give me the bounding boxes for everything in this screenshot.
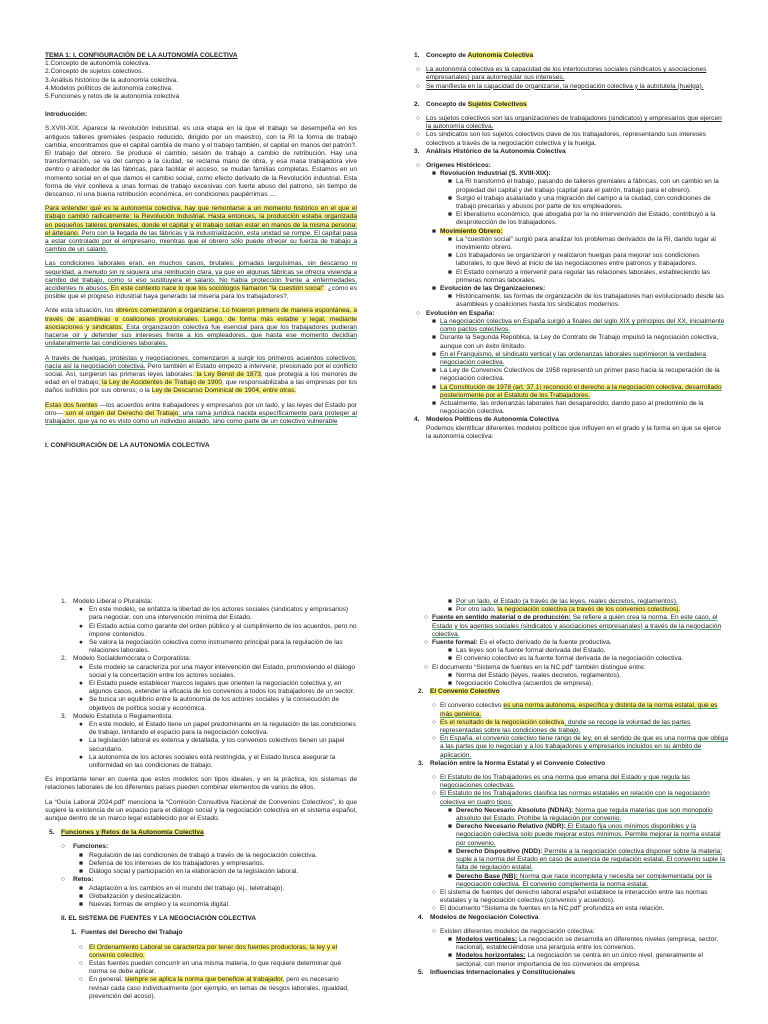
bottom-right-column bbox=[410, 598, 728, 977]
list-item: ○ Retos: bbox=[61, 876, 94, 884]
list bbox=[410, 115, 728, 148]
list-item: ■ La “cuestión social” surgió para analizar los problemas derivados de la RI, dando lugar al movimiento obrero. bbox=[448, 235, 716, 252]
paragraph: Las condiciones laborales eran, en muchos casos, brutales: jornadas larguísimas, sin descanso ni seguridad, a menudo sin ni siquiera una retribución clara, ya que en algunas fábricas se ofrecía vivienda a cambio del trabajo, como si eso sustituyera el salario. No había protección frente a enfermedades, accidentes ni abusos. En este contexto nace lo que los sociólogos llamaron “la cuestión social”: ¿cómo es posible que el progreso industrial haya generado tal miseria para los trabajadores?. bbox=[45, 260, 357, 301]
list-item: ○ Fuente formal: Es el efecto derivado de la fuente productiva. bbox=[424, 639, 612, 647]
list-item: ● Se busca un equilibrio entre la autonomía de los actores sociales y la consecución de objetivos de política social y económica. bbox=[79, 696, 339, 712]
list-item: ■ Derecho Dispositivo (NDD): Permite a la negociación colectiva disponer sobre la materia; suple a la norma del Estado en caso de ausencia de regulación estatal. El convenio suple la falta de regulación estatal. bbox=[448, 847, 726, 872]
list bbox=[410, 66, 728, 91]
heading-history: 3. Análisis Histórico de la Autonomía Colectiva bbox=[414, 147, 566, 155]
heading-influences: 5. Influencias Internacionales y Constitucionales bbox=[418, 968, 576, 976]
list-item: ■ La Ley de Convenios Colectivos de 1958 representó un primer paso hacia la recuperación de la negociación colectiva. bbox=[432, 367, 720, 383]
list-item: ○ En general, siempre se aplica la norma que beneficie al trabajador, pero es necesario revisar cada caso individualmente (por ejemplo, en temas de riesgos laborales, igualdad, prevención del acoso). bbox=[79, 976, 349, 1000]
list-item: ■ El liberalismo económico, que abogaba por la no intervención del Estado, contribuyó a la desprotección de los trabajadores. bbox=[448, 211, 716, 227]
paragraph: Podemos identificar diferentes modelos políticos que influyen en el grado y la forma en que se ejerce la autonomía colectiva: bbox=[426, 424, 722, 440]
list-item: ■ El Estado comenzó a intervenir para regular las relaciones laborales, estableciendo las primeras normas laborales. bbox=[448, 268, 711, 284]
paragraph: Para entender qué es la autonomía colectiva, hay que remontarse a un momento histórico en el que el trabajo cambió radicalmente: la Revolución Industrial. Hasta entonces, la producción estaba organizada en pequeños talleres gremiales, donde el capital y el trabajo solían estar en manos de la misma persona: el artesano. Pero con la llegada de las fábricas y la industrialización, esta unidad se rompe. El capital pasa a estar controlado por el empresario, mientras que el obrero sólo puede ofrecer su fuerza de trabajo a cambio de un salario. bbox=[45, 205, 357, 254]
list-item: ■ Los trabajadores se organizaron y realizaron huelgas para mejorar sus condiciones laborales, lo que llevó al inicio de las negociaciones entre patronos y trabajadores. bbox=[448, 252, 700, 268]
paragraph: S.XVIII-XIX. Aparece la revolución industrial, es una etapa en la que el trabajo se desempeña en los antiguos talleres gremiales (espacio reducido, dirigido por un maestro), con la RI la forma de trabajo cambia, encontramos que el capital cambia de mano y el trabajo también, el capital en manos del patrón?. El trabajo del obrero. Se produce el cambio, sesión de trabajo a cambio de retribución. Hay una transformación, se va del campo a la ciudad, se reclama mano de obra, y esa masa trabajadora vive dentro o alrededor de las fábricas, para facilitar el acceso, se mudan familias completas. Estamos en un momento social en el que damos el cambio social, como efecto derivado de la Revolución industrial. Esta forma de vivir conlleva a unas formas de trabajo excesivas con fuerte abuso del patrono, sin tiempo de descanso, ni una buena retribución económica, en condiciones paupérrimas .... bbox=[45, 125, 357, 199]
list bbox=[45, 598, 357, 770]
list-item: ○ El Estatuto de los Trabajadores es una norma que emana del Estado y que regula las negociaciones colectivas. bbox=[432, 774, 690, 790]
list-item: ■ Modelos horizontales: La negociación se centra en un único nivel, generalmente el sectorial, con menor importancia de los convenios de empresa. bbox=[448, 952, 704, 968]
list-item: ● En este modelo, el Estado tiene un papel predominante en la regulación de las condiciones de trabajo, limitando el espacio para la negociación colectiva. bbox=[79, 721, 356, 737]
list-item: ■ El convenio colectivo es la fuente formal derivada de la negociación colectiva. bbox=[448, 655, 684, 663]
top-left-column bbox=[45, 52, 357, 450]
list-item: ○ Se manifiesta en la capacidad de organizarse, la negociación colectiva y la autotutela (huelga). bbox=[416, 82, 704, 90]
list-item: ○ El documento “Sistema de fuentes en la NC.pdf” profundiza en esta relación. bbox=[432, 905, 665, 913]
list-item: ■ Actualmente, las ordenanzas laborales han desaparecido, dando paso al predominio de la negociación colectiva. bbox=[432, 399, 704, 416]
list bbox=[410, 598, 728, 688]
heading-concept: 1. Concepto de Autonomía Colectiva bbox=[414, 52, 534, 59]
list-item: ○ Estas fuentes pueden concurrir en una misma materia, lo que requiere determinar qué norma se debe aplicar. bbox=[79, 959, 342, 976]
list-item: ● En este modelo, se enfatiza la libertad de los actores sociales (sindicatos y empresarios) para negociar, con una intervención mínima del Estado. bbox=[79, 606, 349, 622]
list-item: ■ Derecho Necesario Relativo (NDR): El Estado fija unos mínimos disponibles y la negociación colectiva solo puede mejorar estos mínimos. Permite mejorar la norma estatal por convenio. bbox=[448, 823, 721, 847]
top-right-column bbox=[410, 52, 728, 441]
toc-item: 4.Modelos políticos de autonomía colectiva. bbox=[45, 84, 173, 92]
list-item: ● La legislación laboral es extensa y detallada, y los convenios colectivos tienen un papel secundario. bbox=[79, 737, 345, 753]
list-item: ○ Orígenes Históricos: bbox=[416, 162, 491, 170]
paragraph: A través de huelgas, protestas y negociaciones, comenzaron a surgir los primeros acuerdos colectivos: nacía así la negociación colectiva. Pero también el Estado empezó a intervenir, presionado por el conflicto social. Así, surgieron las primeras leyes laborales: la Ley Benot de 1873, que protegía a los menores de edad en el trabajo; la Ley de Accidentes de Trabajo de 1900, que responsabilizaba a las empresas por los daños sufridos por sus obreros; o la Ley de Descanso Dominical de 1904, entre otras. bbox=[45, 354, 357, 395]
list-item: ■ Las leyes son la fuente formal derivada del Estado. bbox=[448, 647, 606, 655]
list-item: ● El Estado actúa como garante del orden público y el cumplimiento de los acuerdos, pero no impone contenidos. bbox=[79, 622, 357, 638]
list-item: ■ Regulación de las condiciones de trabajo a través de la negociación colectiva. bbox=[79, 851, 317, 859]
list-item: ■ Nuevas formas de empleo y la economía digital. bbox=[79, 900, 230, 908]
heading-models: 4. Modelos Políticos de Autonomía Colectiva bbox=[414, 416, 559, 424]
list-item: ■ Por un lado, el Estado (a través de las leyes, reales decretos, reglamentos). bbox=[448, 598, 678, 605]
paragraph: La “Guía Laboral 2024.pdf” menciona la “Comisión Consultiva Nacional de Convenios Colectivos”, lo que sugiere la existencia de un espacio para el diálogo social y la negociación colectiva en el sistema español, aunque dentro de un marco legal establecido por el Estado. bbox=[45, 798, 357, 823]
list-item: ○ Existen diferentes modelos de negociación colectiva: bbox=[432, 927, 595, 935]
list-item: ○ Es el resultado de la negociación colectiva, donde se recoge la voluntad de las partes representadas sobre las condiciones de trabajo. bbox=[432, 718, 691, 735]
heading-relation: 3. Relación entre la Norma Estatal y el Convenio Colectivo bbox=[418, 759, 606, 767]
list-item: ■ En el Franquismo, el sindicato vertical y las ordenanzas laborales suprimieron la verdadera negociación colectiva. bbox=[432, 350, 707, 366]
list-item: ■ Por otro lado, la negociación colectiva (a través de los convenios colectivos). bbox=[448, 606, 681, 614]
list-item: ○ Los sindicatos son los sujetos colectivos clave de los trabajadores, representando sus intereses colectivos a través de la negociación colectiva y la huelga. bbox=[416, 131, 707, 147]
list-item: ● El Estado puede establecer marcos legales que orienten la negociación colectiva y, en algunos casos, extender la eficacia de los convenios a todos los trabajadores de un sector. bbox=[79, 680, 355, 696]
list bbox=[45, 944, 357, 1001]
list-item: 1. Modelo Liberal o Pluralista: bbox=[61, 598, 153, 605]
list-item: ● Este modelo se caracteriza por una mayor intervención del Estado, promoviendo el diálogo social y la concertación entre los actores sociales. bbox=[79, 663, 356, 679]
list bbox=[410, 162, 728, 416]
list-item: ○ Fuente en sentido material o de producción: Se refiere a quién crea la norma. En este caso, el Estado y los agentes sociales (sindicatos y asociaciones empresariales) a través de la negociación colectiva. bbox=[424, 614, 722, 638]
list-item: ■ Norma del Estado (leyes, reales decretos, reglamentos). bbox=[448, 671, 621, 679]
list-item: ○ El sistema de fuentes del derecho laboral español establece la interacción entre las normas estatales y la negociación colectiva (convenios y acuerdos). bbox=[432, 888, 708, 905]
list-item: ■ La Constitución de 1978 (art. 37.1) reconoció el derecho a la negociación colectiva, desarrollado posteriormente por el Estatuto de los Trabajadores. bbox=[432, 383, 722, 399]
list-item: ■ Diálogo social y participación en la elaboración de la legislación laboral. bbox=[79, 868, 299, 876]
list bbox=[410, 928, 728, 969]
bottom-left-column bbox=[45, 598, 357, 1001]
list-item: ■ La negociación colectiva en España surgió a finales del siglo XIX y principios del XX, inicialmente como pactos colectivos. bbox=[432, 317, 725, 334]
list-item: ○ La autonomía colectiva es la capacidad de los interlocutores sociales (sindicatos y asociaciones empresariales) para autorregular sus intereses. bbox=[416, 66, 707, 82]
list-item: ○ El documento “Sistema de fuentes en la NC.pdf” también distingue entre: bbox=[424, 663, 646, 671]
section-heading: II. EL SISTEMA DE FUENTES Y LA NEGOCIACIÓN COLECTIVA bbox=[61, 915, 257, 923]
doc-title: TEMA 1: I. CONFIGURACIÓN DE LA AUTONOMÍA COLECTIVA bbox=[45, 52, 238, 59]
paragraph: Es importante tener en cuenta que estos modelos son tipos ideales, y en la práctica, los sistemas de relaciones laborales de los diferentes países pueden combinar elementos de varios de ellos. bbox=[45, 776, 357, 792]
toc-item: 2.Concepto de sujetos colectivos. bbox=[45, 68, 144, 76]
toc-item: 1.Concepto de autonomía colectiva. bbox=[45, 60, 151, 68]
heading-functions: 5. Funciones y Retos de la Autonomía Colectiva bbox=[49, 829, 204, 837]
list bbox=[410, 774, 728, 913]
list-item: ■ Movimiento Obrero: bbox=[432, 227, 503, 235]
list-item: 3. Modelo Estatista o Reglamentista: bbox=[61, 712, 174, 720]
toc bbox=[45, 60, 357, 101]
list-item: ■ Históricamente, las formas de organización de los trabajadores han evolucionado desde las asambleas y coaliciones hasta los sindicatos modernos. bbox=[448, 293, 724, 309]
list-item: ○ Los sujetos colectivos son las organizaciones de trabajadores (sindicatos) y empresarios que ejercen la autonomía colectiva. bbox=[416, 115, 722, 131]
toc-item: 3.Análisis histórico de la autonomía colectiva. bbox=[45, 76, 179, 84]
list-item: ■ La RI transformó el trabajo, pasando de talleres gremiales a fábricas, con un cambio en la propiedad del capital y del trabajo (capital para el patrón, trabajo para el obrero). bbox=[448, 178, 719, 194]
heading-agreement: 2. El Convenio Colectivo bbox=[418, 688, 500, 696]
list-item: ■ Surgió el trabajo asalariado y una migración del campo a la ciudad, con condiciones de trabajo precarias y abusos por parte de los empleadores. bbox=[448, 194, 711, 211]
list-item: ○ En España, el convenio colectivo tiene rango de ley, en el sentido de que es una norma que obliga a las partes que lo negocian y a los trabajadores y empresarios incluidos en su ámbito de aplicación. bbox=[432, 735, 729, 759]
intro-heading: Introducción: bbox=[45, 111, 88, 119]
list bbox=[410, 702, 728, 759]
heading-negotiation-models: 4. Modelos de Negociación Colectiva bbox=[418, 913, 539, 921]
list-item: ■ Negociación Colectiva (acuerdos de empresa). bbox=[448, 680, 594, 688]
list-item: ■ Globalización y deslocalización. bbox=[79, 892, 183, 900]
list-item: ○ Funciones: bbox=[61, 843, 109, 851]
section-heading: I. CONFIGURACIÓN DE LA AUTONOMÍA COLECTIVA bbox=[45, 442, 210, 450]
list-item: ■ Modelos verticales: La negociación se desarrolla en diferentes niveles (empresa, sector, nacional), estableciéndose una jerarquía entre los convenios. bbox=[448, 935, 719, 952]
list-item: ■ Defensa de los intereses de los trabajadores y empresarios. bbox=[79, 859, 265, 867]
list-item: ■ Derecho Base (NB): Norma que nace incompleta y necesita ser complementada por la negociación colectiva. El convenio complementa la norma estatal. bbox=[448, 872, 712, 888]
toc-item: 5.Funciones y retos de la autonomía colectiva bbox=[45, 93, 180, 101]
list-item: ■ Evolución de las Organizaciones: bbox=[432, 285, 546, 293]
heading-subjects: 2. Concepto de Sujetos Colectivos bbox=[414, 100, 527, 108]
paragraph: Ante esta situación, los obreros comenzaron a organizarse. Lo hicieron primero de manera espontánea, a través de asambleas o coaliciones provisionales. Luego, de forma más estable y legal, mediante asociaciones y sindicatos. Esta organización colectiva fue esencial para que los trabajadores pudieran hacerse oír y defender sus intereses frente a los empleadores, que hasta ese momento decidían unilateralmente las condiciones laborales. bbox=[45, 307, 357, 348]
list-item: ○ El Ordenamiento Laboral se caracteriza por tener dos fuentes productoras, la ley y el convenio colectivo. bbox=[79, 943, 338, 959]
heading-sources: 1. Fuentes del Derecho del Trabajo bbox=[71, 929, 183, 937]
list-item: 2. Modelo Socialdemócrata o Corporatista: bbox=[61, 655, 191, 663]
list-item: ■ Revolución Industrial (S. XVIII-XIX): bbox=[432, 170, 551, 178]
list bbox=[45, 843, 357, 909]
list-item: ■ Durante la Segunda República, la Ley de Contrato de Trabajo impulsó la negociación colectiva, aunque con un éxito limitado. bbox=[432, 334, 719, 350]
list-item: ○ El convenio colectivo es una norma autónoma, específica y distinta de la norma estatal, que es más genérica. bbox=[432, 702, 718, 718]
list-item: ■ Adaptación a los cambios en el mundo del trabajo (ej., teletrabajo). bbox=[79, 884, 285, 892]
paragraph: Estas dos fuentes —los acuerdos entre trabajadores y empresarios por un lado, y las leyes del Estado por otro— son el origen del Derecho del Trabajo: una rama jurídica nacida específicamente para proteger al trabajador, que ya no es visto como un individuo aislado, sino como parte de un colectivo vulnerable bbox=[45, 401, 357, 425]
list-item: ● La autonomía de los actores sociales está restringida, y el Estado busca asegurar la uniformidad en las condiciones de trabajo. bbox=[79, 753, 336, 770]
list-item: ● Se valora la negociación colectiva como instrumento principal para la regulación de las relaciones laborales. bbox=[79, 639, 343, 655]
list-item: ○ Evolución en España: bbox=[416, 309, 495, 317]
list-item: ■ Derecho Necesario Absoluto (NDNA): Norma que regula materias que son monopolio absoluto del Estado. Prohíbe la regulación por convenio. bbox=[448, 806, 713, 823]
list-item: ○ El Estatuto de los Trabajadores clasifica las normas estatales en relación con la negociación colectiva en cuatro tipos: bbox=[432, 790, 710, 806]
